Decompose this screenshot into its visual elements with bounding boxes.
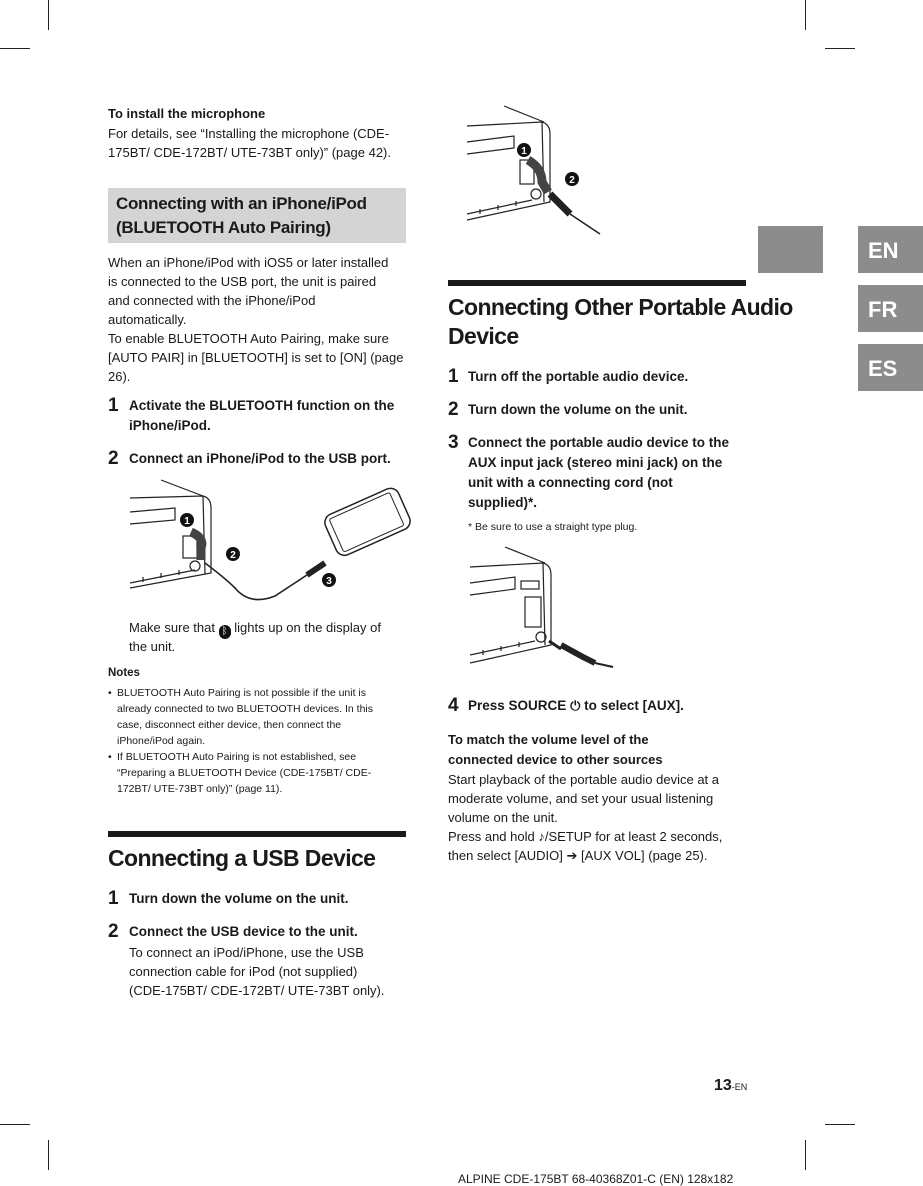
crop-mark [805,0,806,30]
make-sure-line [129,618,381,639]
match-pre: then select [AUDIO] [448,848,563,863]
body-line: connection cable for iPod (not supplied) [129,964,358,979]
auto-pairing-body [108,253,408,386]
step-text: Turn off the portable audio device. [468,369,689,384]
step-text: Turn down the volume on the unit. [468,402,688,417]
step-text: Connect the portable audio device to the [468,435,730,450]
make-sure-pre: Make sure that [129,620,215,635]
crop-mark [0,48,30,49]
aux-heading-line: Device [448,323,519,349]
crop-mark [48,1140,49,1170]
make-sure-line: the unit. [129,639,176,654]
match-body-line [448,827,722,846]
page-number: 13 [714,1077,732,1094]
crop-mark [0,1124,30,1125]
crop-mark [48,0,49,30]
callout-label: 2 [230,550,236,561]
note-line: already connected to two BLUETOOTH devices. In this [117,703,374,715]
step-text: iPhone/iPod. [129,418,211,433]
iphone-usb-illustration [125,478,410,613]
usb-heading: Connecting a USB Device [108,845,376,871]
usb-step2-body [129,943,385,1000]
match-post: /SETUP for at least 2 seconds, [544,829,723,844]
section-rule [108,831,406,837]
step-text: supplied)*. [468,495,538,510]
note-line: iPhone/iPod again. [117,735,206,747]
step-number: 1 [448,366,459,387]
footnote: * Be sure to use a straight type plug. [468,521,638,533]
bluetooth-icon: ᛒ [219,625,231,639]
match-post: [AUX VOL] (page 25). [581,848,708,863]
step-number: 3 [448,432,459,453]
body-line: When an iPhone/iPod with iOS5 or later installed [108,255,389,270]
tab-en-label: EN [868,238,899,263]
step-number: 2 [108,448,119,469]
auto-pairing-heading-line: (BLUETOOTH Auto Pairing) [116,218,331,237]
auto-pairing-heading [108,188,406,243]
step-number: 4 [448,695,459,716]
match-body-line: volume on the unit. [448,810,558,825]
callout-label: 1 [521,146,527,157]
notes-heading: Notes [108,667,140,679]
mic-body-line: For details, see “Installing the microphone (CDE- [108,126,390,141]
note-item [108,749,408,797]
step-number: 2 [108,921,119,942]
usb-connect-illustration [462,102,612,237]
note-item [108,685,408,749]
aux-connect-illustration [465,545,625,670]
body-line: automatically. [108,312,187,327]
section-rule [448,280,746,286]
body-line: (CDE-175BT/ CDE-172BT/ UTE-73BT only). [129,983,385,998]
step4-post: to select [AUX]. [584,698,684,713]
step-text: AUX input jack (stereo mini jack) on the [468,455,723,470]
step-text: Connect an iPhone/iPod to the USB port. [129,451,391,466]
callout-label: 2 [569,175,575,186]
body-line: [AUTO PAIR] in [BLUETOOTH] is set to [ON] (page [108,350,404,365]
step4-pre: Press SOURCE [468,698,567,713]
phone-icon: ♪ [538,829,545,844]
step-text [468,696,684,716]
page-suffix: -EN [731,1082,748,1092]
tab-marker [758,226,823,273]
note-line: BLUETOOTH Auto Pairing is not possible if the unit is [117,687,367,699]
power-icon: ⏻ [570,698,581,713]
step-text: Connect the USB device to the unit. [129,924,358,939]
match-body-line: moderate volume, and set your usual listening [448,791,714,806]
body-line: 26). [108,369,131,384]
body-line: To connect an iPod/iPhone, use the USB [129,945,364,960]
mic-heading: To install the microphone [108,106,266,121]
match-heading-line: connected device to other sources [448,752,663,767]
tab-fr-label: FR [868,297,898,322]
body-line: To enable BLUETOOTH Auto Pairing, make sure [108,331,389,346]
arrow-right-icon: ➔ [566,848,578,863]
step-number: 1 [108,888,119,909]
crop-mark [805,1140,806,1170]
step-number: 1 [108,395,119,416]
footer-code: ALPINE CDE-175BT 68-40368Z01-C (EN) 128x182 [458,1172,734,1186]
step-number: 2 [448,399,459,420]
aux-heading-line: Connecting Other Portable Audio [448,294,793,320]
step-text: Turn down the volume on the unit. [129,891,349,906]
bullet-icon: • [108,751,112,763]
match-body-line: Start playback of the portable audio device at a [448,772,720,787]
note-line: 172BT/ UTE-73BT only)” (page 11). [117,783,283,795]
note-line: If BLUETOOTH Auto Pairing is not established, see [117,751,357,763]
note-line: case, disconnect either device, then connect the [117,719,342,731]
make-sure-post: lights up on the display of [234,620,381,635]
match-heading-line: To match the volume level of the [448,732,649,747]
tab-es-label: ES [868,356,898,381]
callout-label: 3 [326,576,332,587]
step-text: Activate the BLUETOOTH function on the [129,398,395,413]
callout-label: 1 [184,516,190,527]
note-line: “Preparing a BLUETOOTH Device (CDE-175BT/ CDE- [117,767,372,779]
bullet-icon: • [108,687,112,699]
match-pre: Press and hold [448,829,535,844]
page-number-block [714,1077,747,1095]
body-line: and connected with the iPhone/iPod [108,293,316,308]
crop-mark [825,48,855,49]
step-text: unit with a connecting cord (not [468,475,673,490]
crop-mark [825,1124,855,1125]
body-line: is connected to the USB port, the unit is paired [108,274,377,289]
auto-pairing-heading-line: Connecting with an iPhone/iPod [116,194,367,213]
mic-body-line: 175BT/ CDE-172BT/ UTE-73BT only)” (page 42). [108,145,391,160]
match-body-line [448,846,708,865]
notes-list [108,685,408,797]
